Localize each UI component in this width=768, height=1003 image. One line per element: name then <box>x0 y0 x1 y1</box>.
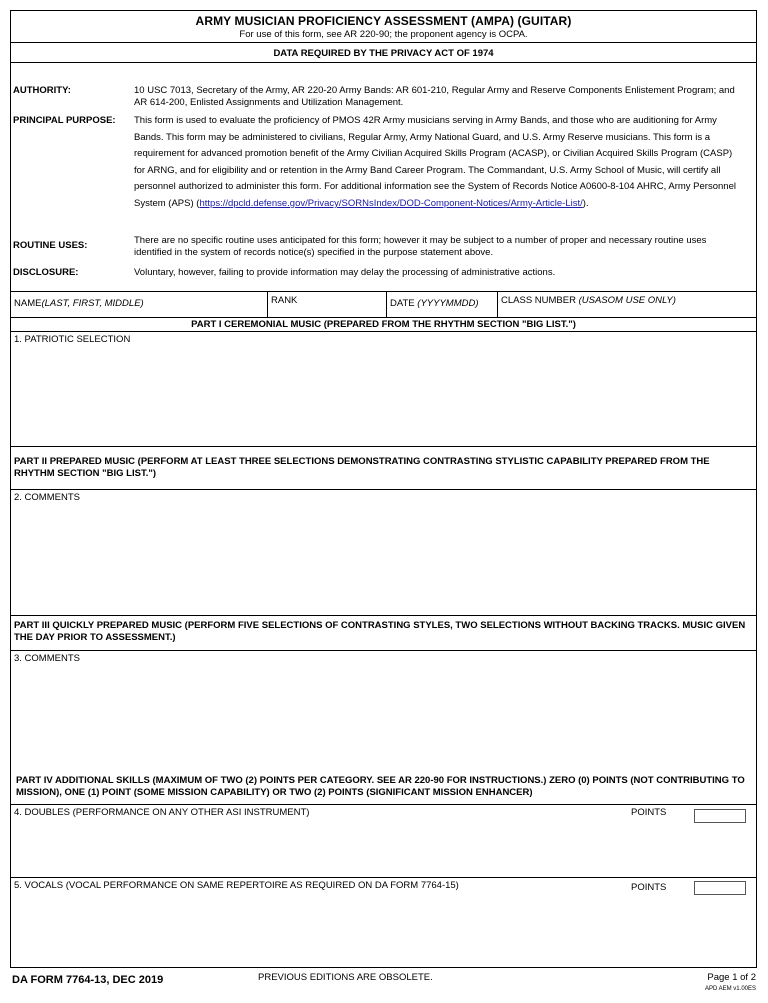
name-field[interactable] <box>11 292 268 317</box>
item2-label: 2. COMMENTS <box>14 492 80 503</box>
item3-label: 3. COMMENTS <box>14 653 80 664</box>
routine-uses-label: ROUTINE USES: <box>13 240 88 251</box>
form-subtitle: For use of this form, see AR 220-90; the proponent agency is OCPA. <box>239 29 528 40</box>
doubles-field[interactable] <box>11 805 756 878</box>
date-field[interactable] <box>387 292 498 317</box>
vocals-points-label: POINTS <box>631 882 667 893</box>
rank-field[interactable] <box>268 292 387 317</box>
form-header <box>11 11 756 43</box>
privacy-act-section <box>11 63 756 292</box>
principal-purpose-body: This form is used to evaluate the proficiency of PMOS 42R Army musicians serving in Army Bands, and those who are auditioning for Army Bands. This form may be administered to civilians, Regular Army, Army National Guard, and U.S. Army Reserve musicians. This form is a requirement for advanced promotion benefit of the Army Civilian Acquired Skills Program (ACASP), or Civilian Acquired Skills Program (CASP) for ARNG, and for eligibility and or retention in the Army Band Career Program. The Commandant, U.S. Army School of Music, will certify all personnel authorized to administer this form. For additional information see the System of Records Notice A0600-8-104 AHRC, Army Personnel System (APS) <box>134 115 736 209</box>
class-number-hint: (USASOM USE ONLY) <box>578 295 676 306</box>
authority-text: 10 USC 7013, Secretary of the Army, AR 220-20 Army Bands: AR 601-210, Regular Army and Reserve Components Enlistement Program; and AR 614-200, Enlisted Assignments and Utilization Management. <box>134 85 735 108</box>
page-info <box>705 972 756 992</box>
part1-heading: PART I CEREMONIAL MUSIC (PREPARED FROM THE RHYTHM SECTION "BIG LIST.") <box>11 318 756 332</box>
form-container <box>10 10 757 968</box>
authority-label: AUTHORITY: <box>13 85 71 96</box>
vocals-field[interactable] <box>11 878 756 956</box>
part3-comments-field[interactable] <box>11 651 756 773</box>
class-number-field[interactable] <box>498 292 756 317</box>
part2-heading: PART II PREPARED MUSIC (PERFORM AT LEAST THREE SELECTIONS DEMONSTRATING CONTRASTING STYLISTIC CAPABILITY PREPARED FROM THE RHYTHM SECTION "BIG LIST.") <box>11 447 756 490</box>
page-number: Page 1 of 2 <box>707 972 756 983</box>
disclosure-label: DISCLOSURE: <box>13 267 79 278</box>
editions-notice: PREVIOUS EDITIONS ARE OBSOLETE. <box>258 972 433 983</box>
disclosure-text: Voluntary, however, failing to provide information may delay the processing of administrative actions. <box>134 267 556 278</box>
form-title: ARMY MUSICIAN PROFICIENCY ASSESSMENT (AMPA) (GUITAR) <box>195 14 572 28</box>
name-label: NAME <box>14 298 42 309</box>
class-number-label: CLASS NUMBER <box>501 295 576 306</box>
part3-heading: PART III QUICKLY PREPARED MUSIC (PERFORM FIVE SELECTIONS OF CONTRASTING STYLES, TWO SELECTIONS WITHOUT BACKING TRACKS. MUSIC GIVEN THE DAY PRIOR TO ASSESSMENT.) <box>11 616 756 651</box>
part4-heading: PART IV ADDITIONAL SKILLS (MAXIMUM OF TWO (2) POINTS PER CATEGORY. SEE AR 220-90 FOR INSTRUCTIONS.) ZERO (0) POINTS (NOT CONTRIBUTING TO MISSION), ONE (1) POINT (SOME MISSION CAPABILITY) OR TWO (2) POINTS (SIGNIFICANT MISSION ENHANCER) <box>11 773 756 805</box>
principal-purpose-text: This form is used to evaluate the proficiency of PMOS 42R Army musicians serving in Army Bands, and those who are auditioning for Army Bands. This form may be administered to civilians, Regular Army, Army National Guard, and U.S. Army Reserve musicians. This form is a requirement for advanced promotion benefit of the Army Civilian Acquired Skills Program (ACASP), or Civilian Acquired Skills Program (CASP) for ARNG, and for eligibility and or retention in the Army Band Career Program. The Commandant, U.S. Army School of Music, will certify all personnel authorized to administer this form. For additional information see the System of Records Notice A0600-8-104 AHRC, Army Personnel System (APS) (https://dpcld.defense.gov/Privacy/SORNsIndex/DOD-Component-Notices/Army-Article-List/). <box>134 115 736 209</box>
date-label: DATE <box>390 298 415 309</box>
item4-label: 4. DOUBLES (PERFORMANCE ON ANY OTHER ASI INSTRUMENT) <box>14 807 310 818</box>
routine-uses-text: There are no specific routine uses anticipated for this form; however it may be subject to a number of proper and necessary routine uses identified in the system of records notice(s) specified in the purpose statement above. <box>134 235 707 258</box>
part2-comments-field[interactable] <box>11 490 756 616</box>
identification-row <box>11 292 756 318</box>
patriotic-selection-field[interactable] <box>11 332 756 447</box>
sorn-link[interactable]: https://dpcld.defense.gov/Privacy/SORNsIndex/DOD-Component-Notices/Army-Article-List/ <box>199 197 583 209</box>
form-number: DA FORM 7764-13, DEC 2019 <box>12 974 164 986</box>
doubles-points-label: POINTS <box>631 807 667 818</box>
vocals-points-input[interactable] <box>694 881 746 895</box>
rank-label: RANK <box>271 295 298 306</box>
item1-label: 1. PATRIOTIC SELECTION <box>14 334 131 345</box>
principal-purpose-label: PRINCIPAL PURPOSE: <box>13 115 116 126</box>
date-hint: (YYYYMMDD) <box>417 298 479 309</box>
doubles-points-input[interactable] <box>694 809 746 823</box>
privacy-act-heading: DATA REQUIRED BY THE PRIVACY ACT OF 1974 <box>11 43 756 63</box>
version-label: APD AEM v1.00ES <box>704 986 756 992</box>
name-hint: (LAST, FIRST, MIDDLE) <box>41 298 144 309</box>
item5-label: 5. VOCALS (VOCAL PERFORMANCE ON SAME REPERTOIRE AS REQUIRED ON DA FORM 7764-15) <box>14 880 459 891</box>
